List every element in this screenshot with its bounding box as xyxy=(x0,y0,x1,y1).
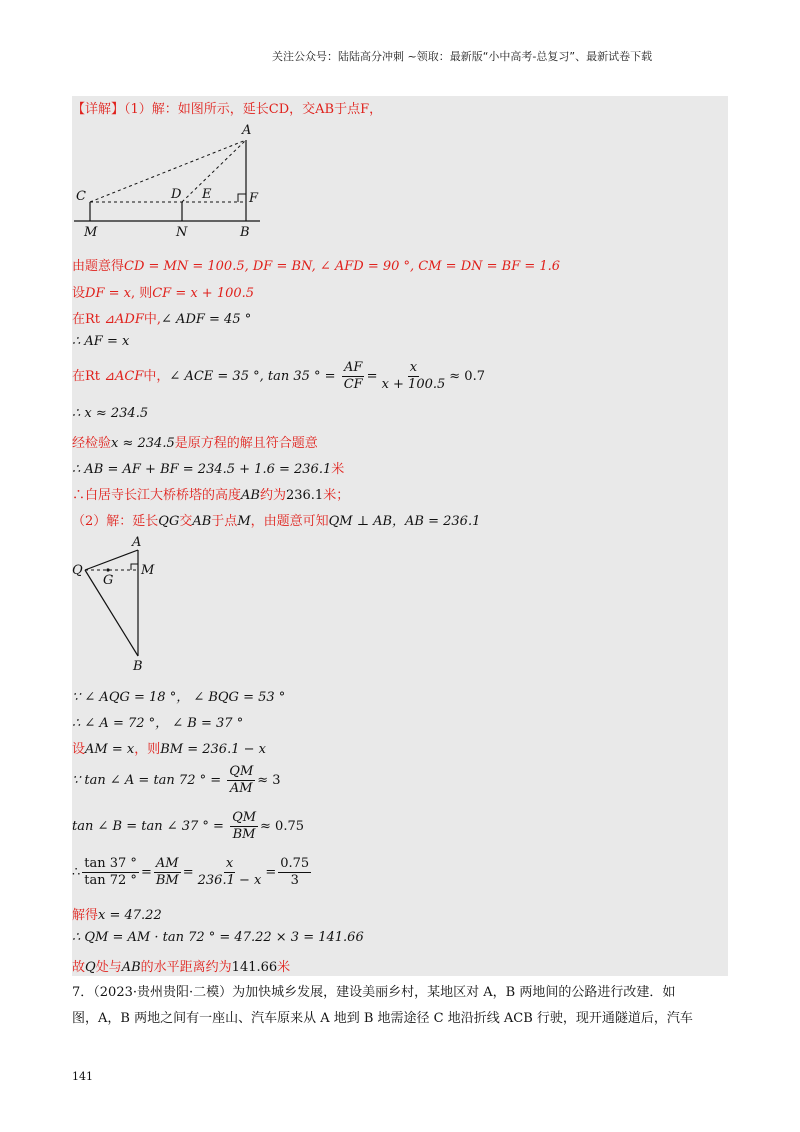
part1-intro-text: （1）解：如图所示，延长CD，交AB于点F， xyxy=(124,102,383,117)
label-b2: B xyxy=(133,659,143,674)
right-angle-mark-2 xyxy=(131,564,138,570)
label-e: E xyxy=(202,187,212,202)
p1-line-8: ∴ AB = AF + BF = 234.5 + 1.6 = 236.1米 xyxy=(72,462,345,477)
segment-qa xyxy=(85,550,138,570)
p2-line-7: 解得x = 47.22 xyxy=(72,908,162,923)
p1-line-4: ∴ AF = x xyxy=(72,334,130,349)
p1-line-7: 经检验x ≈ 234.5是原方程的解且符合题意 xyxy=(72,436,318,451)
figure-1 xyxy=(72,120,272,238)
dashed-da xyxy=(182,140,246,202)
fraction-tan-ratio: $\frac{\tan 37 ^\circ}{\tan 72 ^\circ}$ xyxy=(84,856,137,888)
fraction-qm-am: $\frac{QM}{AM}$ xyxy=(229,764,254,796)
p2-line-5: tan ∠ B = tan ∠ 37 ° = $\frac{QM}{BM}$ ≈ 0.75 xyxy=(72,810,305,842)
page-header: 关注公众号：陆陆高分冲刺 ~领取：最新版“小中高考-总复习”、最新试卷下载 xyxy=(272,50,653,63)
problem-7-line-2: 图，A，B 两地之间有一座山、汽车原来从 A 地到 B 地需途径 C 地沿折线 ACB 行驶，现开通隧道后，汽车 xyxy=(72,1011,693,1026)
label-g: G xyxy=(103,573,114,588)
label-a2: A xyxy=(132,535,142,550)
fraction-x-x1005: $\frac{x}{x + 100.5}$ xyxy=(381,360,446,392)
page-number: 141 xyxy=(72,1070,93,1083)
right-angle-mark xyxy=(238,194,246,202)
label-m: M xyxy=(84,225,98,238)
p2-line-2: ∴ ∠ A = 72 °， ∠ B = 37 ° xyxy=(72,716,244,731)
p1-line-9: ∴白居寺长江大桥桥塔的高度AB约为236.1米； xyxy=(72,488,350,503)
point-g xyxy=(106,568,109,571)
problem-7-line-1: 7．（2023·贵州贵阳·二模）为加快城乡发展，建设美丽乡村，某地区对 A，B 两地间的公路进行改建．如 xyxy=(72,985,676,1000)
p2-line-9: 故Q处与AB的水平距离约为141.66米 xyxy=(72,960,291,975)
part2-intro: （2）解：延长QG交AB于点M，由题意可知QM ⊥ AB，AB = 236.1 xyxy=(72,514,481,529)
label-n: N xyxy=(176,225,188,238)
detail-tag: 【详解】 xyxy=(72,102,125,117)
fraction-075-3: $\frac{0.75}{3}$ xyxy=(280,856,310,888)
p1-line-3: 在Rt ⊿ADF中,∠ ADF = 45 ° xyxy=(72,312,252,327)
p2-line-4: ∵ tan ∠ A = tan 72 ° = $\frac{QM}{AM}$ ≈ 3 xyxy=(72,764,281,796)
label-d: D xyxy=(171,187,182,202)
label-m2: M xyxy=(141,563,155,578)
dashed-ca xyxy=(90,140,246,202)
label-b: B xyxy=(240,225,250,238)
fraction-x-2361x: $\frac{x}{236.1 - x}$ xyxy=(197,856,262,888)
label-a: A xyxy=(242,123,252,138)
p2-line-3: 设AM = x，则BM = 236.1 − x xyxy=(72,742,266,757)
problem-7 xyxy=(72,980,732,1032)
p2-line-1: ∵ ∠ AQG = 18 °， ∠ BQG = 53 ° xyxy=(72,690,286,705)
p1-line-1: 由题意得CD = MN = 100.5, DF = BN, ∠ AFD = 90 °, CM = DN = BF = 1.6 xyxy=(72,259,561,274)
part1-intro xyxy=(72,98,382,117)
fraction-af-cf: $\frac{AF}{CF}$ xyxy=(343,360,363,392)
fraction-am-bm: $\frac{AM}{BM}$ xyxy=(155,856,179,888)
label-c: C xyxy=(76,189,86,204)
fraction-qm-bm: $\frac{QM}{BM}$ xyxy=(232,810,257,842)
label-q: Q xyxy=(72,563,83,578)
label-f: F xyxy=(249,191,259,206)
figure-2 xyxy=(72,534,172,674)
p2-line-6: ∴ $\frac{\tan 37 ^\circ}{\tan 72 ^\circ}$ = $\frac{AM}{BM}$ = $\frac{x}{236.1 - x}$ = $\frac{0.75}{3}$ xyxy=(72,856,310,888)
p1-line-2: 设DF = x, 则CF = x + 100.5 xyxy=(72,286,255,301)
p1-line-6: ∴ x ≈ 234.5 xyxy=(72,406,149,421)
p2-line-8: ∴ QM = AM · tan 72 ° = 47.22 × 3 = 141.66 xyxy=(72,930,364,945)
p1-line-5: 在Rt ⊿ACF中，∠ ACE = 35 °, tan 35 ° = $\frac{AF}{CF}$ = $\frac{x}{x + 100.5}$ ≈ 0.7 xyxy=(72,360,485,392)
